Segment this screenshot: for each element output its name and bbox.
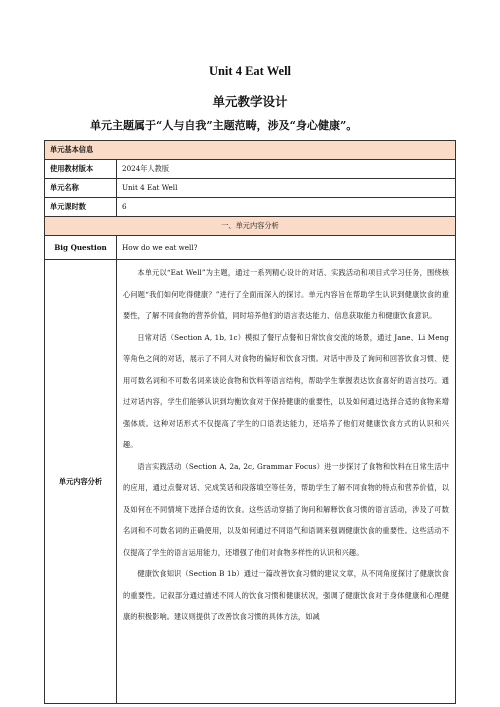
document-title: Unit 4 Eat Well [208, 64, 292, 78]
analysis-paragraph: 健康饮食知识（Section B 1b）通过一篇改善饮食习惯的建议文章，从不同角度探讨了健康饮食的重要性。记叙部分通过描述不同人的饮食习惯和健康状况，强调了健康饮食对于身体健康和心理健康的积极影响。建议则提供了改善饮食习惯的具体方法，如减 [123, 569, 449, 621]
document-subtitle: 单元教学设计 [212, 94, 288, 109]
lesson-count-value: 6 [117, 198, 456, 217]
edition-value: 2024年人教版 [117, 160, 456, 179]
theme-statement: 单元主题属于“人与自我”主题范畴，涉及“身心健康”。 [90, 119, 358, 132]
info-row-lesson-count [45, 198, 456, 217]
unit-name-label: 单元名称 [45, 179, 117, 198]
analysis-paragraph: 语言实践活动（Section A, 2a, 2c, Grammar Focus）进一步探讨了食物和饮料在日常生活中的应用，通过点餐对话、完成笑话和段落填空等任务，帮助学生了解不同食物的特点和营养价值，以及如何在不同情境下选择合适的饮食。这些活动穿插了询问和解释饮食习惯的语言活动，涉及了可数名词和不可数名词的正确使用，以及如何通过不同语气和语调来强调健康饮食的重要性。这些活动不仅提高了学生的语言运用能力，还增强了他们对食物多样性的认识和兴趣。 [123, 461, 449, 557]
analysis-paragraph: 本单元以“Eat Well”为主题，通过一系列精心设计的对话、实践活动和项目式学习任务，围绕核心问题“我们如何吃得健康？”进行了全面而深入的探讨。单元内容旨在帮助学生认识到健康饮食的重要性，了解不同食物的营养价值，同时培养他们的语言表达能力、信息获取能力和健康饮食意识。 [123, 268, 449, 320]
big-question-row [45, 236, 456, 260]
edition-label: 使用教材版本 [45, 160, 117, 179]
section-header: 一、单元内容分析 [45, 217, 456, 236]
analysis-paragraph: 日常对话（Section A, 1b, 1c）模拟了餐厅点餐和日常饮食交流的场景，通过 Jane、Li Meng 等角色之间的对话，展示了不同人对食物的偏好和饮食习惯。对话中涉及了询问和回答饮食习惯、使用可数名词和不可数名词来谈论食物和饮料等语言结构，帮助学生掌握表达饮食喜好的语言技巧。通过对话内容，学生们能够认识到均衡饮食对于保持健康的重要性，以及如何通过选择合适的食物来增强体质。这种对话形式不仅提高了学生的口语表达能力，还培养了他们对健康饮食方式的认识和兴趣。 [123, 332, 449, 449]
info-row-edition [45, 160, 456, 179]
section-header-row [45, 217, 456, 236]
analysis-label: 单元内容分析 [45, 260, 117, 704]
unit-info-table [44, 140, 456, 704]
basic-info-header-row [45, 141, 456, 160]
basic-info-header: 单元基本信息 [45, 141, 456, 160]
big-question-label: Big Question [45, 236, 117, 260]
lesson-count-label: 单元课时数 [45, 198, 117, 217]
big-question-value: How do we eat well? [117, 236, 456, 260]
unit-name-value: Unit 4 Eat Well [117, 179, 456, 198]
analysis-content [117, 260, 456, 704]
analysis-row [45, 260, 456, 704]
info-row-unit-name [45, 179, 456, 198]
